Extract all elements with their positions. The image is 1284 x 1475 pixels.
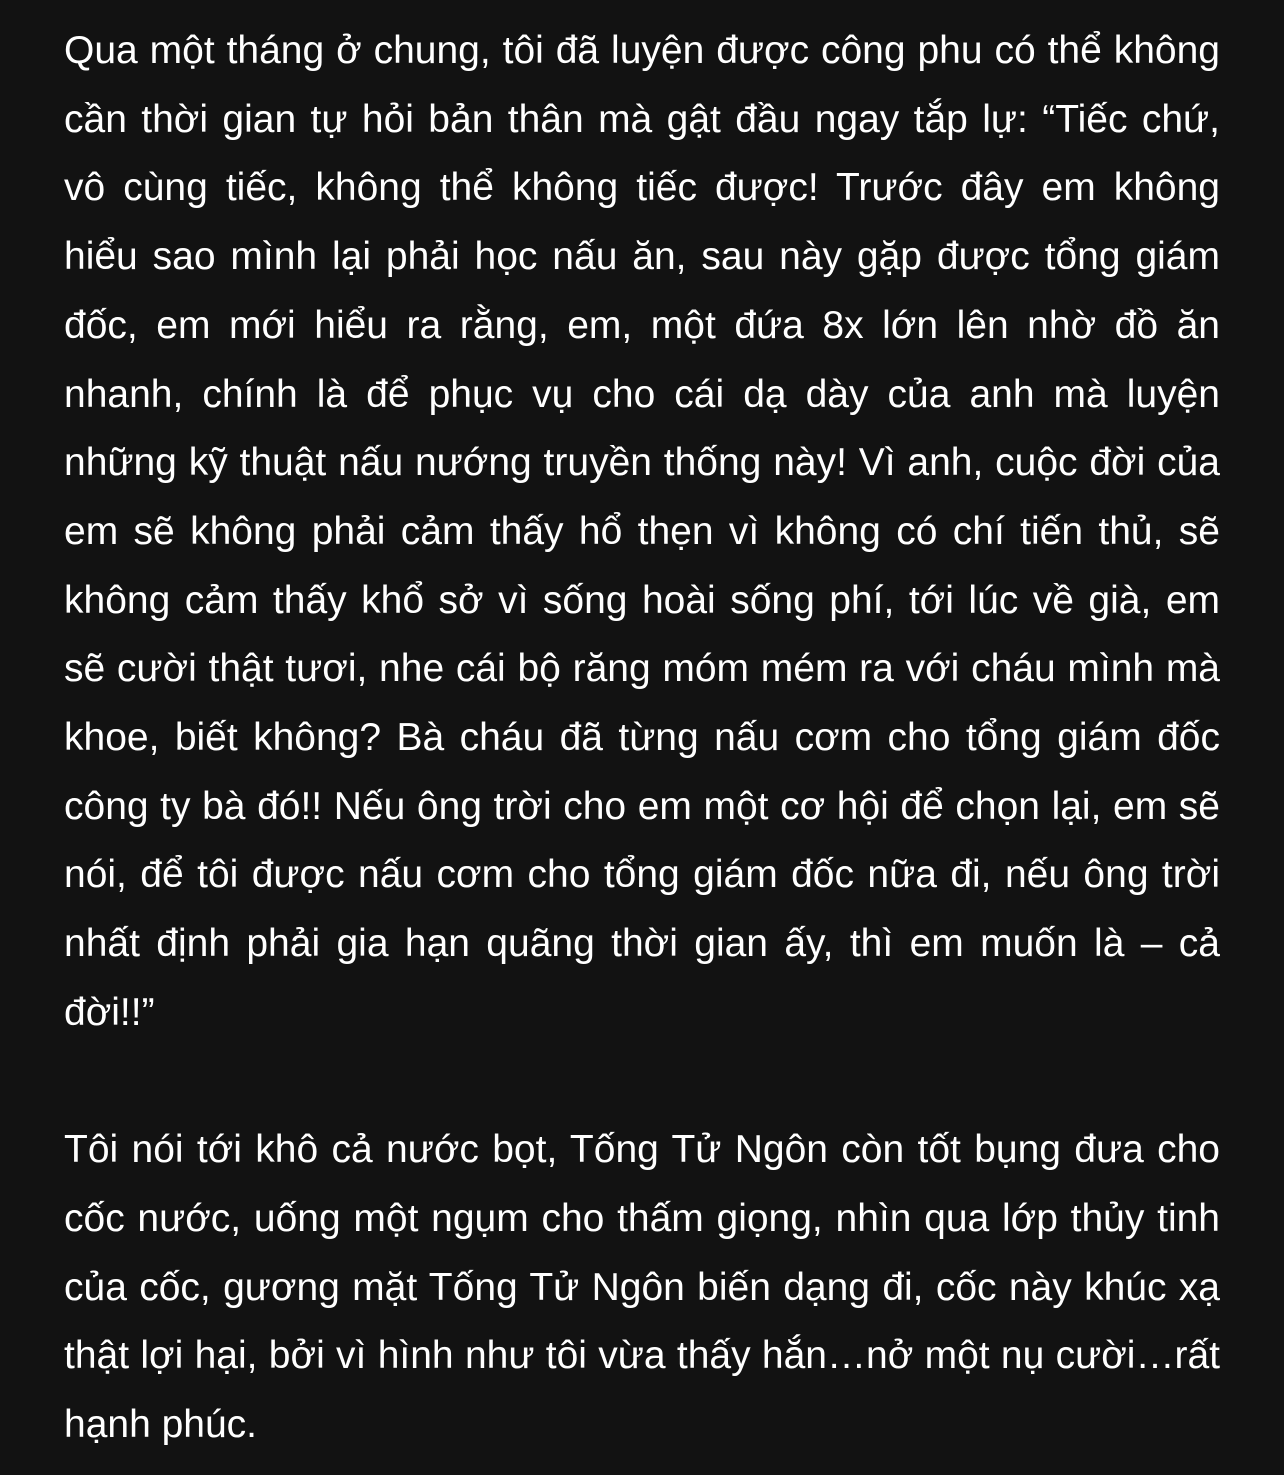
text-page [64,17,1220,1460]
paragraph-1: Qua một tháng ở chung, tôi đã luyện được công phu có thể không cần thời gian tự hỏi bản thân mà gật đầu ngay tắp lự: “Tiếc chứ, vô cùng tiếc, không thể không tiếc được! Trước đây em không hiểu sao mình lại phải học nấu ăn, sau này gặp được tổng giám đốc, em mới hiểu ra rằng, em, một đứa 8x lớn lên nhờ đồ ăn nhanh, chính là để phục vụ cho cái dạ dày của anh mà luyện những kỹ thuật nấu nướng truyền thống này! Vì anh, cuộc đời của em sẽ không phải cảm thấy hổ thẹn vì không có chí tiến thủ, sẽ không cảm thấy khổ sở vì sống hoài sống phí, tới lúc về già, em sẽ cười thật tươi, nhe cái bộ răng móm mém ra với cháu mình mà khoe, biết không? Bà cháu đã từng nấu cơm cho tổng giám đốc công ty bà đó!! Nếu ông trời cho em một cơ hội để chọn lại, em sẽ nói, để tôi được nấu cơm cho tổng giám đốc nữa đi, nếu ông trời nhất định phải gia hạn quãng thời gian ấy, thì em muốn là – cả đời!!” [64,29,1220,1034]
paragraph-2: Tôi nói tới khô cả nước bọt, Tống Tử Ngôn còn tốt bụng đưa cho cốc nước, uống một ngụm cho thấm giọng, nhìn qua lớp thủy tinh của cốc, gương mặt Tống Tử Ngôn biến dạng đi, cốc này khúc xạ thật lợi hại, bởi vì hình như tôi vừa thấy hắn…nở một nụ cười…rất hạnh phúc. [64,1128,1220,1447]
